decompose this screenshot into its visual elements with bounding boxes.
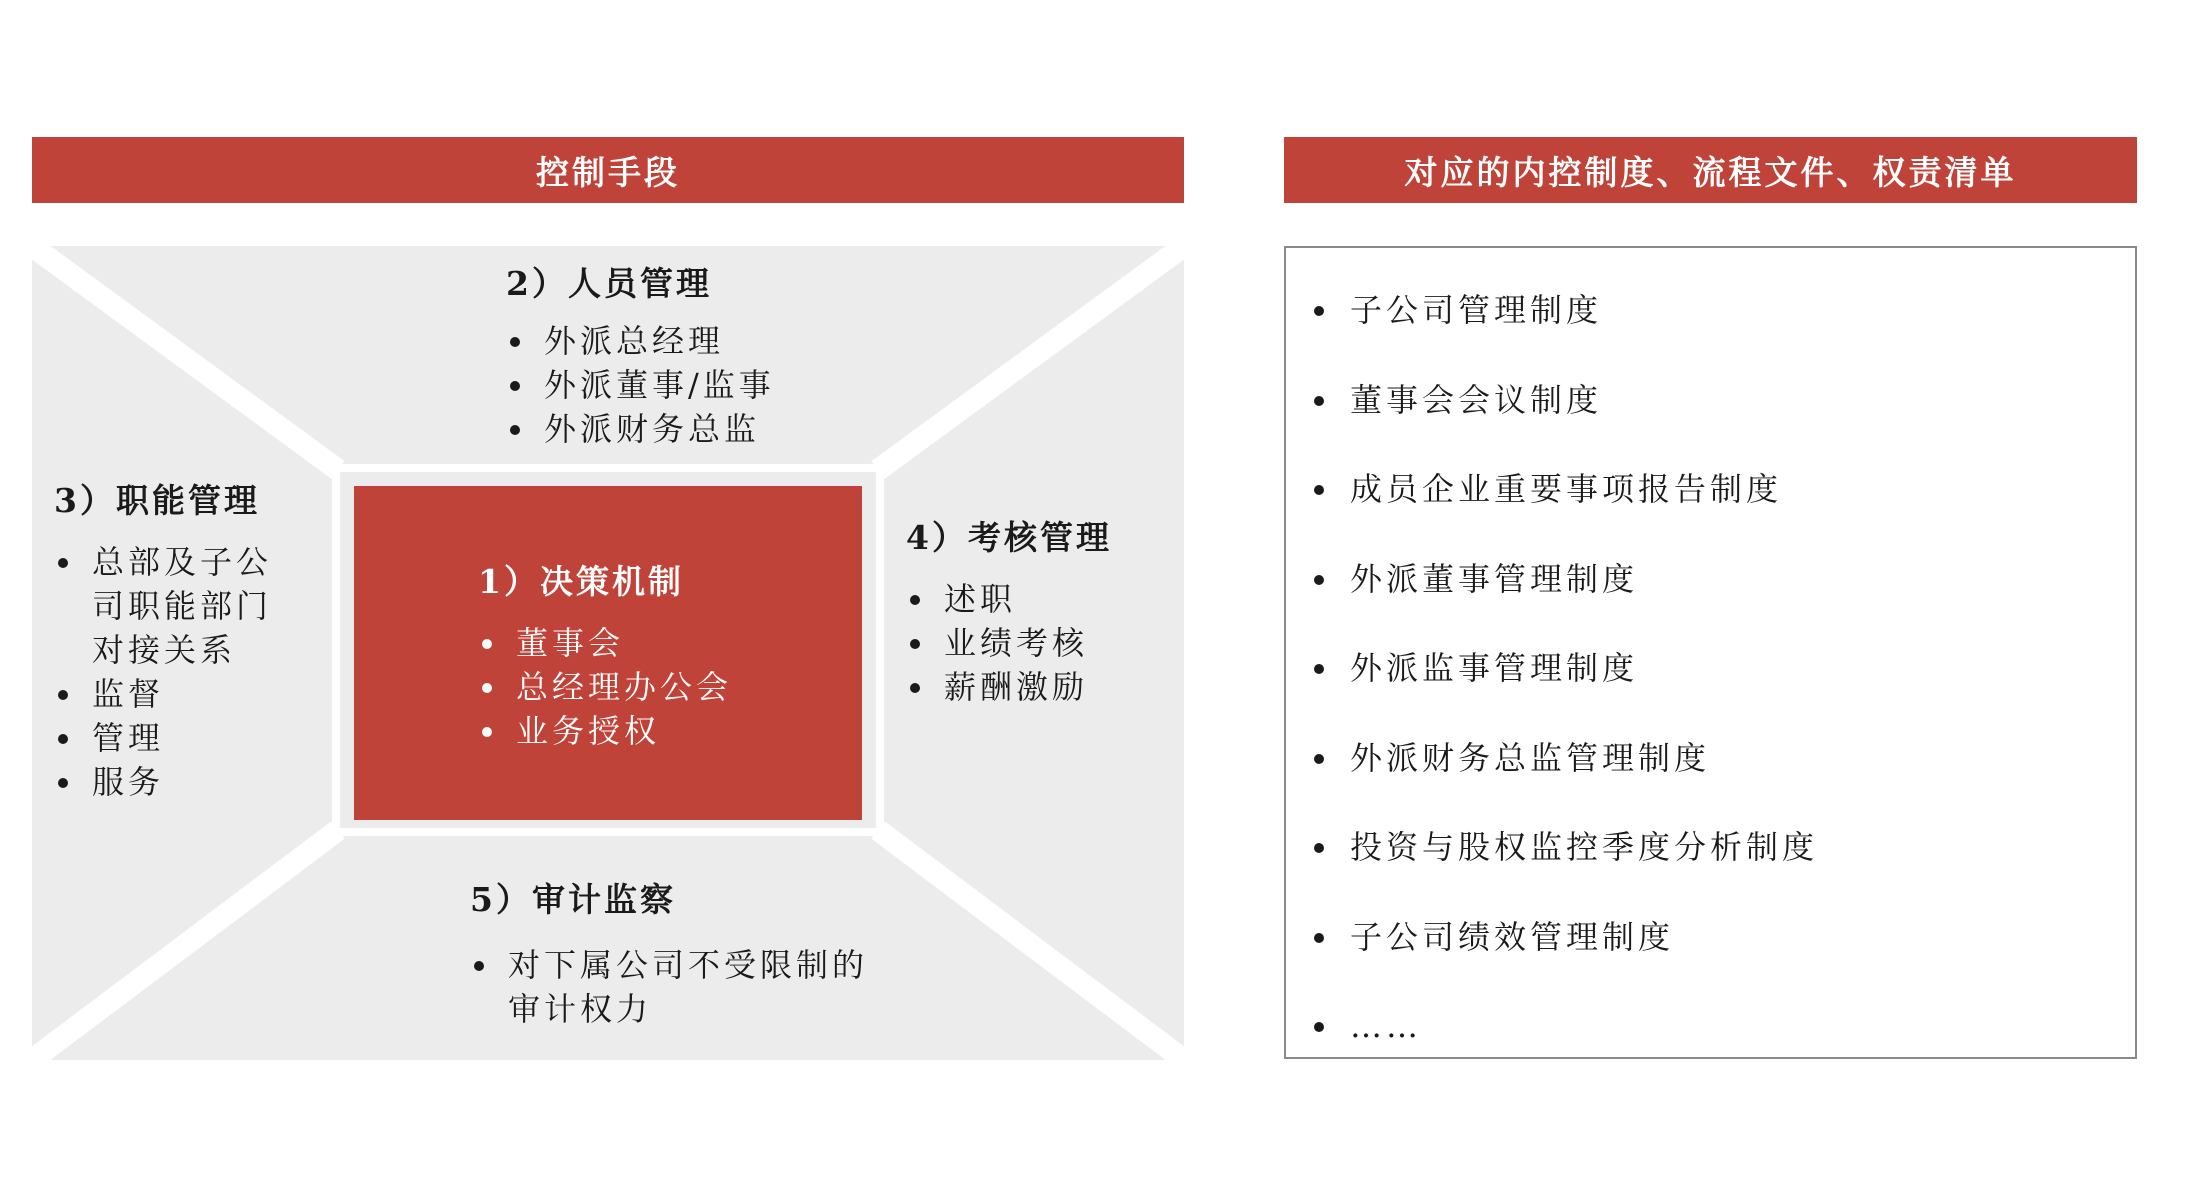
documents-box [1284, 246, 2137, 1059]
personnel-management-section [506, 258, 775, 451]
list-item: 管理 [54, 716, 294, 760]
list-item: 外派财务总监 [506, 407, 775, 451]
list-item: 服务 [54, 760, 294, 804]
list-item: 对下属公司不受限制的审计权力 [470, 943, 870, 1031]
documents-list [1310, 288, 1818, 1094]
list-item: 董事会 [478, 621, 732, 665]
decision-mechanism-title: 1）决策机制 [478, 562, 684, 601]
document-item: …… [1310, 1004, 1818, 1094]
list-item: 总经理办公会 [478, 665, 732, 709]
document-item: 成员企业重要事项报告制度 [1310, 467, 1818, 557]
audit-supervision-section [470, 874, 870, 1031]
functional-management-list [54, 540, 294, 804]
documents-header-label: 对应的内控制度、流程文件、权责清单 [1404, 152, 2017, 192]
personnel-management-list [506, 319, 775, 451]
list-item: 薪酬激励 [906, 665, 1112, 709]
document-item: 外派财务总监管理制度 [1310, 736, 1818, 826]
document-item: 子公司绩效管理制度 [1310, 915, 1818, 1005]
document-item: 投资与股权监控季度分析制度 [1310, 825, 1818, 915]
decision-mechanism-list [478, 621, 732, 753]
document-item: 外派监事管理制度 [1310, 646, 1818, 736]
list-item: 总部及子公司职能部门对接关系 [54, 540, 294, 672]
list-item: 业务授权 [478, 709, 732, 753]
decision-mechanism-section [478, 556, 732, 753]
control-means-header-label: 控制手段 [536, 152, 680, 192]
list-item: 述职 [906, 577, 1112, 621]
assessment-management-list [906, 577, 1112, 709]
document-item: 子公司管理制度 [1310, 288, 1818, 378]
functional-management-section [54, 475, 294, 804]
list-item: 外派董事/监事 [506, 363, 775, 407]
list-item: 监督 [54, 672, 294, 716]
document-item: 外派董事管理制度 [1310, 557, 1818, 647]
functional-management-title: 3）职能管理 [54, 481, 260, 520]
list-item: 外派总经理 [506, 319, 775, 363]
audit-supervision-list [470, 943, 870, 1031]
assessment-management-section [906, 512, 1112, 709]
document-item: 董事会会议制度 [1310, 378, 1818, 468]
list-item: 业绩考核 [906, 621, 1112, 665]
personnel-management-title: 2）人员管理 [506, 264, 712, 303]
assessment-management-title: 4）考核管理 [906, 518, 1112, 557]
audit-supervision-title: 5）审计监察 [470, 880, 676, 919]
